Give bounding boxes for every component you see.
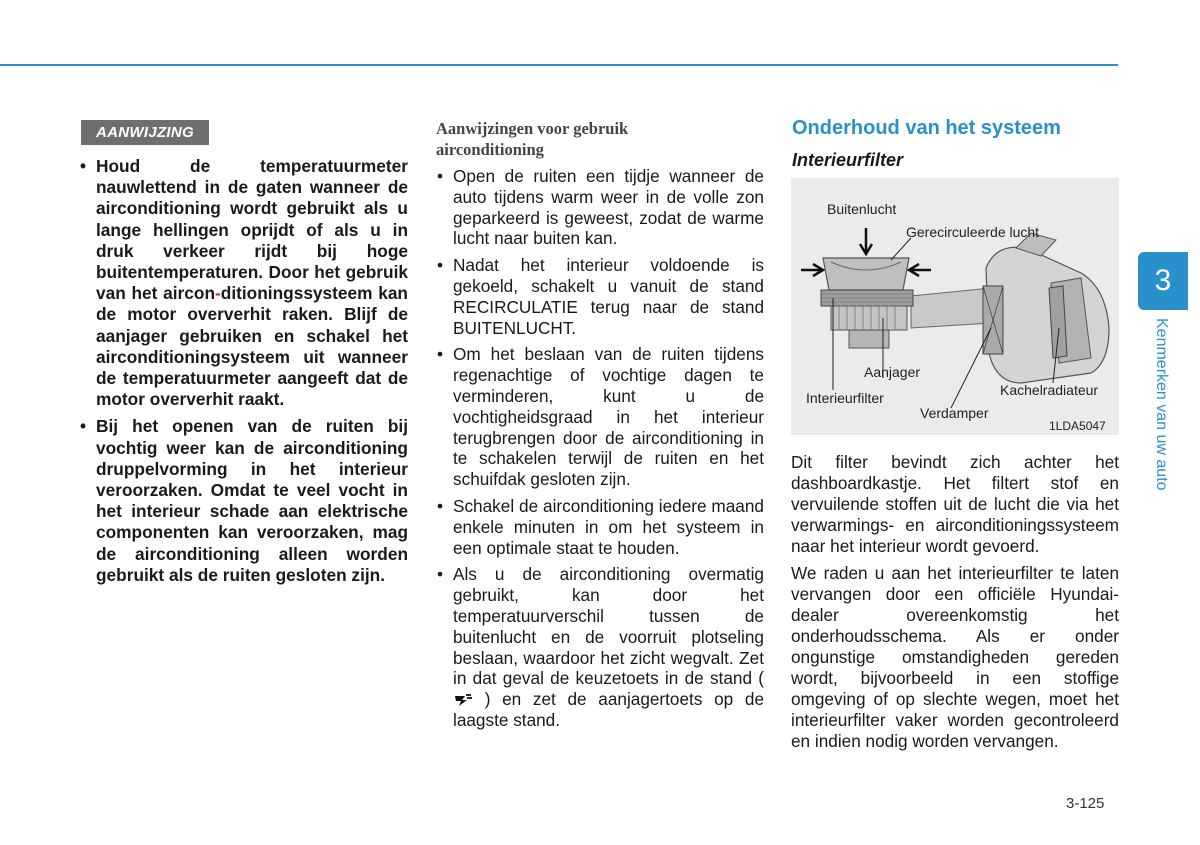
label-aanjager: Aanjager (864, 364, 921, 380)
section-subtitle: Interieurfilter (792, 150, 904, 170)
chapter-tab: 3 (1138, 252, 1188, 310)
tips-item: • Schakel de airconditioning iedere maand enkele minuten in om het systeem in een optimale staat te houden. (434, 496, 764, 558)
air-filter-diagram (791, 178, 1119, 435)
hyphen-mark: - (215, 283, 221, 304)
defrost-mode-icon (453, 693, 473, 707)
label-interieurfilter: Interieurfilter (806, 390, 884, 406)
label-buitenlucht: Buitenlucht (827, 201, 897, 217)
tips-heading: Aanwijzingen voor gebruik airconditioning (436, 119, 629, 159)
tips-item: • Nadat het interieur voldoende is gekoeld, schakelt u vanuit de stand RECIRCULATIE terug naar de stand BUITENLUCHT. (434, 255, 764, 338)
filter-text (791, 452, 1119, 758)
note-list (78, 156, 408, 592)
page-number: 3-125 (1066, 795, 1105, 812)
tips-list (434, 166, 764, 737)
note-badge: AANWIJZING (81, 120, 209, 145)
paragraph: Dit filter bevindt zich achter het dashboardkastje. Het filtert stof en vervuilende stoffen uit de lucht die via het verwarmings- en airconditioningssysteem naar het interieur wordt gevoerd. (791, 452, 1119, 556)
tips-item: • Open de ruiten een tijdje wanneer de auto tijdens warm weer in de volle zon geparkeerd is geweest, zodat de warme lucht naar buiten kan. (434, 166, 764, 249)
header-rule (0, 64, 1118, 66)
section-title: Onderhoud van het systeem (792, 117, 1061, 139)
label-verdamper: Verdamper (920, 405, 989, 421)
label-gerecirculeerd: Gerecirculeerde lucht (906, 224, 1040, 240)
note-item: • Bij het openen van de ruiten bij vochtig weer kan de airconditioning druppelvorming in het interieur veroorzaken. Omdat te veel vocht in het interieur schade aan elektrische componenten kan veroorzaken, mag de airconditioning alleen worden gebruikt als de ruiten gesloten zijn. (78, 416, 408, 586)
diagram-drawing (791, 178, 1119, 435)
figure-code: 1LDA5047 (1049, 419, 1106, 433)
tips-item: • Om het beslaan van de ruiten tijdens regenachtige of vochtige dagen te verminderen, kunt u de vochtigheidsgraad in het interieur terugbrengen door de airconditioning in te schakelen terwijl de ruiten en het schuifdak gesloten zijn. (434, 344, 764, 490)
paragraph: We raden u aan het interieurfilter te laten vervangen door een officiële Hyundai-dealer overeenkomstig het onderhoudsschema. Als er onder ongunstige omstandigheden gereden wordt, bijvoorbeeld in een stoffige omgeving of op slechte wegen, moet het interieurfilter vaker worden gecontroleerd en indien nodig worden vervangen. (791, 563, 1119, 751)
chapter-label: Kenmerken van uw auto (1153, 318, 1170, 491)
label-kachelradiateur: Kachelradiateur (1000, 382, 1099, 398)
note-item: • Houd de temperatuurmeter nauwlettend in de gaten wanneer de airconditioning wordt gebruikt als u lange hellingen oprijdt of als u in druk verkeer rijdt bij hoge buitentemperaturen. Door het gebruik van het aircon-ditioningssysteem kan de motor oververhit raken. Blijf de aanjager gebruiken en schakel het airconditioningsysteem uit wanneer de temperatuurmeter aangeeft dat de motor oververhit raakt. (78, 156, 408, 410)
tips-item: • Als u de airconditioning overmatig gebruikt, kan door het temperatuurverschil tussen de buitenlucht en de voorruit plotseling beslaan, waardoor het zicht wegvalt. Zet in dat geval de keuzetoets in de stand ( ) en zet de aanjagertoets op de laagste stand. (434, 564, 764, 730)
